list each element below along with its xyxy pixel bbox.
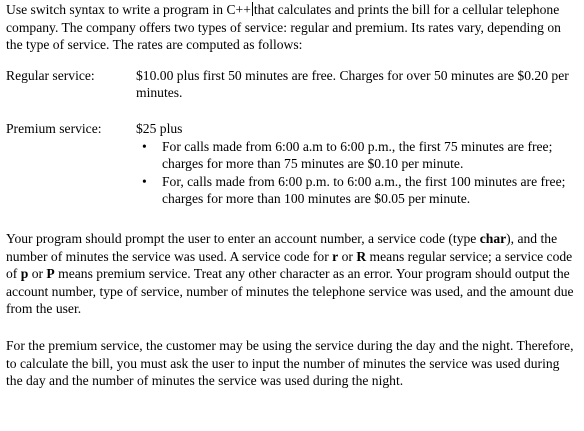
premium-service-label: Premium service:: [6, 120, 102, 136]
requirements-text: means regular service; a service code of: [6, 248, 573, 282]
regular-service-label: Regular service:: [6, 67, 95, 83]
list-item: [136, 138, 580, 173]
intro-text-rest: that calculates and prints the bill for a cellular telephone company. The company offers two types of service: regular and premium. Its rates vary, depending on the type of service. The rates are computed as follows:: [6, 2, 561, 53]
bullet-icon: •: [142, 173, 147, 189]
regular-service-row: [6, 67, 580, 102]
premium-service-body: [136, 120, 580, 208]
bullet-icon: •: [142, 138, 147, 154]
assignment-document: [6, 1, 580, 390]
premium-service-row: [6, 120, 580, 208]
code-r-lower: r: [332, 248, 339, 264]
requirements-text: means premium service. Treat any other character as an error. Your program should output the account number, type of service, number of minutes the telephone service was used, and the amount due from the user.: [6, 266, 574, 317]
regular-service-text: $10.00 plus first 50 minutes are free. Charges for over 50 minutes are $0.20 per minutes.: [136, 67, 569, 101]
list-item: [136, 173, 580, 208]
code-r-upper: R: [356, 248, 367, 264]
premium-night-rate: For, calls made from 6:00 p.m. to 6:00 a.m., the first 100 minutes are free; charges for more than 100 minutes are $0.05 per minute.: [162, 173, 566, 207]
requirements-text: or: [338, 248, 357, 264]
requirements-text: or: [28, 266, 47, 282]
premium-bullet-list: [136, 138, 580, 208]
intro-paragraph: [6, 1, 572, 54]
code-p-upper: P: [46, 266, 55, 282]
premium-note-paragraph: For the premium service, the customer may be using the service during the day and the night. Therefore, to calculate the bill, you must ask the user to input the number of minutes the service was used during the day and the number of minutes the service was used during the night.: [6, 337, 574, 389]
char-keyword: char: [479, 230, 507, 246]
text-cursor: [252, 2, 253, 16]
intro-text-start: Use switch syntax to write a program in C++: [6, 2, 251, 17]
program-requirements-paragraph: [6, 230, 580, 318]
requirements-text: ), and the number of minutes the service was used. A service code for: [6, 230, 558, 264]
code-p-lower: p: [20, 266, 29, 282]
premium-day-rate: For calls made from 6:00 a.m to 6:00 p.m., the first 75 minutes are free; charges for more than 75 minutes are $0.10 per minute.: [162, 138, 553, 172]
requirements-text: Your program should prompt the user to enter an account number, a service code (type: [6, 230, 480, 246]
rates-section: [6, 67, 580, 208]
premium-service-base: $25 plus: [136, 120, 183, 136]
